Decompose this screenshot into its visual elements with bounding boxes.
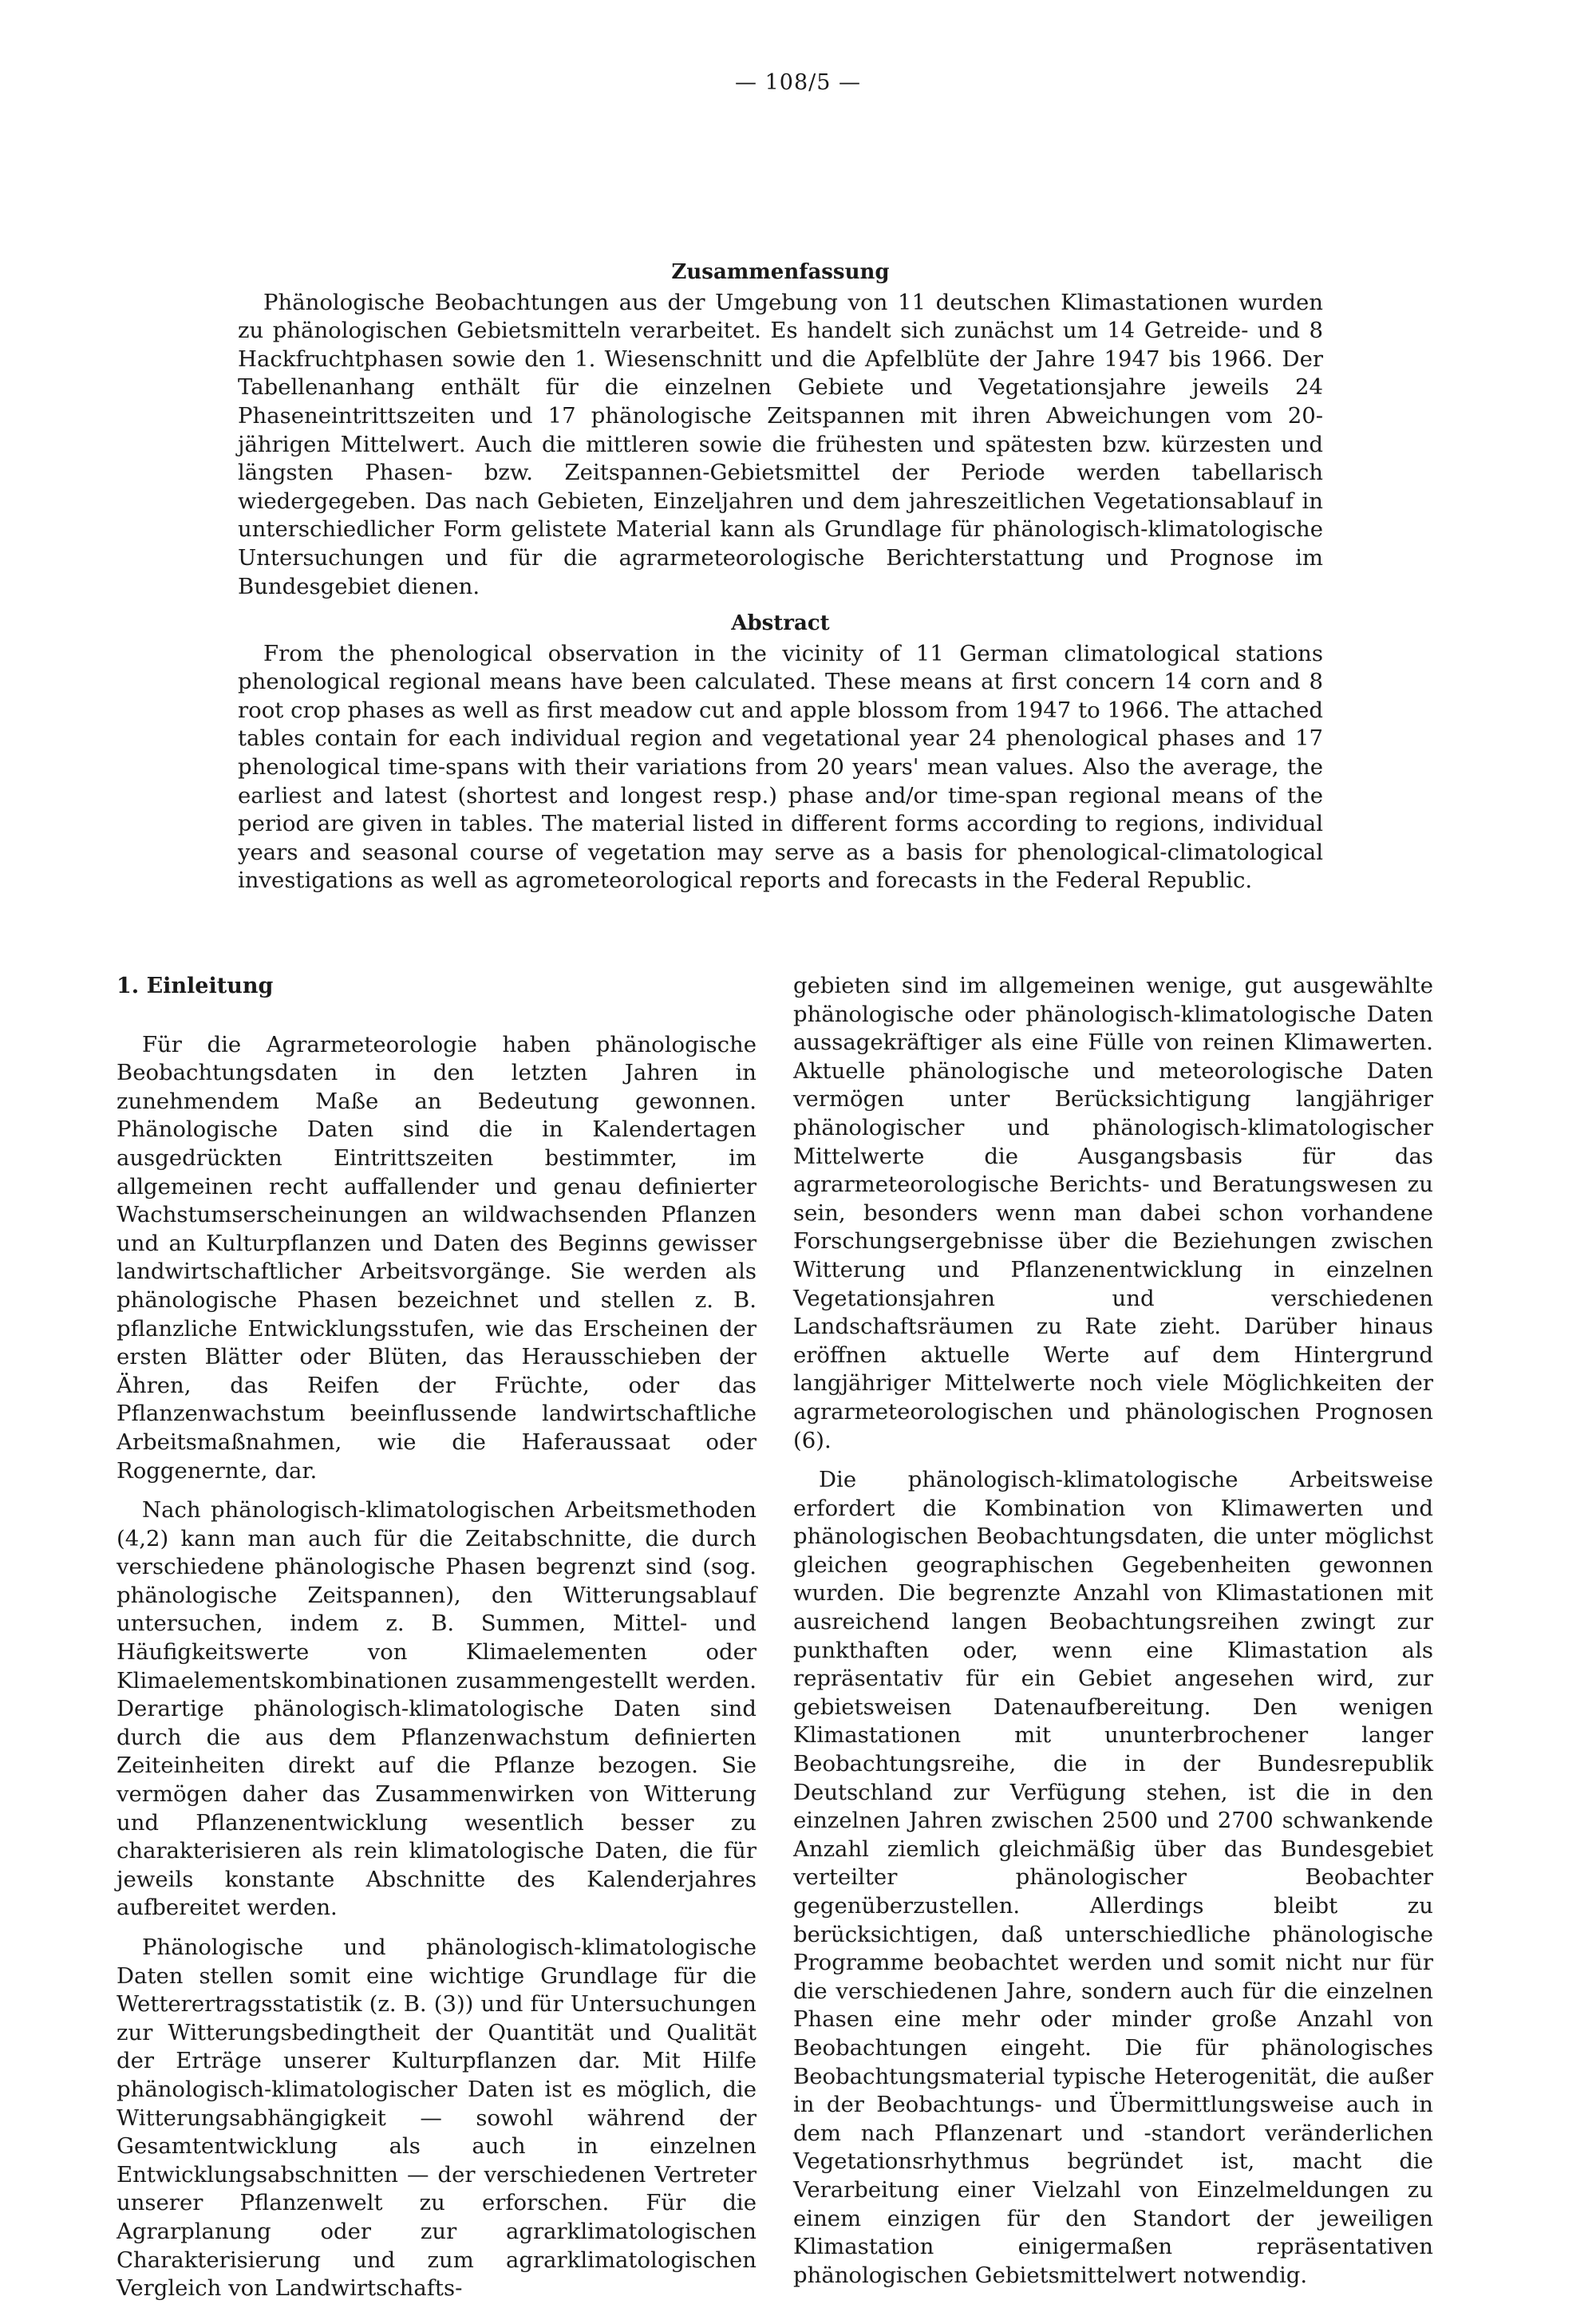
paragraph-4: gebieten sind im allgemeinen wenige, gut ausgewählte phänologische oder phänologisch-klimatologische Daten aussagekräftiger als eine Fülle von reinen Klimawerten. Aktuelle phänologische und meteorologische Daten vermögen unter Berücksichtigung langjähriger phänologischer und phänologisch-klimatologischer Mittelwerte die Ausgangsbasis für das agrarmeteorologische Berichts- und Beratungswesen zu sein, besonders wenn man dabei schon vorhandene Forschungsergebnisse über die Beziehungen zwischen Witterung und Pflanzenentwicklung in einzelnen Vegetationsjahren und verschiedenen Landschaftsräumen zu Rate zieht. Darüber hinaus eröffnen aktuelle Werte auf dem Hintergrund langjähriger Mittelwerte noch viele Möglichkeiten der agrarmeteorologischen und phänologischen Prognosen (6). — [793, 973, 1433, 1453]
paragraph-2: Nach phänologisch-klimatologischen Arbeitsmethoden (4,2) kann man auch für die Zeitabschnitte, die durch verschiedene phänologische Phasen begrenzt sind (sog. phänologische Zeitspannen), den Witterungsablauf untersuchen, indem z. B. Summen, Mittel- und Häufigkeitswerte von Klimaelementen oder Klimaelementskombinationen zusammengestellt werden. Derartige phänologisch-klimatologische Daten sind durch die aus dem Pflanzenwachstum definierten Zeiteinheiten direkt auf die Pflanze bezogen. Sie vermögen daher das Zusammenwirken von Witterung und Pflanzenentwicklung wesentlich besser zu charakterisieren als rein klimatologische Daten, die für jeweils konstante Abschnitte des Kalenderjahres aufbereitet werden. — [117, 1497, 757, 1921]
abstract-text: From the phenological observation in the vicinity of 11 German climatological stations phenological regional means have been calculated. These means at first concern 14 corn and 8 root crop phases as well as first meadow cut and apple blossom from 1947 to 1966. The attached tables contain for each individual region and vegetational year 24 phenological phases and 17 phenological time-spans with their variations from 20 years' mean values. Also the average, the earliest and latest (shortest and longest resp.) phase and/or time-span regional means of the period are given in tables. The material listed in different forms according to regions, individual years and seasonal course of vegetation may serve as a basis for phenological-climatological investigations as well as agrometeorological reports and forecasts in the Federal Republic. — [238, 640, 1323, 894]
paragraph-5: Die phänologisch-klimatologische Arbeitsweise erfordert die Kombination von Klimawerten und phänologischen Beobachtungsdaten, die unter möglichst gleichen geographischen Gegebenheiten gewonnen wurden. Die begrenzte Anzahl von Klimastationen mit ausreichend langen Beobachtungsreihen zwingt zur punkthaften oder, wenn eine Klimastation als repräsentativ für ein Gebiet angesehen wird, zur gebietsweisen Datenaufbereitung. Den wenigen Klimastationen mit ununterbrochener langer Beobachtungsreihe, die in der Bundesrepublik Deutschland zur Verfügung stehen, ist die in den einzelnen Jahren zwischen 2500 und 2700 schwankende Anzahl ziemlich gleichmäßig über das Bundesgebiet verteilter phänologischer Beobachter gegenüberzustellen. Allerdings bleibt zu berücksichtigen, daß unterschiedliche phänologische Programme beobachtet werden und somit nicht nur für die verschiedenen Jahre, sondern auch für die einzelnen Phasen eine mehr oder minder große Anzahl von Beobachtungen eingeht. Die für phänologisches Beobachtungsmaterial typische Heterogenität, die außer in der Beobachtungs- und Übermittlungsweise auch in dem nach Pflanzenart und -standort veränderlichen Vegetationsrhythmus begründet ist, macht die Verarbeitung einer Vielzahl von Einzelmeldungen zu einem einzigen für den Standort der jeweiligen Klimastation einigermaßen repräsentativen phänologischen Gebietsmittelwert notwendig. — [793, 1467, 1433, 2288]
page-number: — 108/5 — — [735, 70, 861, 95]
zusammenfassung-heading: Zusammenfassung — [671, 260, 890, 284]
zusammenfassung-text: Phänologische Beobachtungen aus der Umgebung von 11 deutschen Klimastationen wurden zu phänologischen Gebietsmitteln verarbeitet. Es handelt sich zunächst um 14 Getreide- und 8 Hackfruchtphasen sowie den 1. Wiesenschnitt und die Apfelblüte der Jahre 1947 bis 1966. Der Tabellenanhang enthält für die einzelnen Gebiete und Vegetationsjahre jeweils 24 Phaseneintrittszeiten und 17 phänologische Zeitspannen mit ihren Abweichungen vom 20-jährigen Mittelwert. Auch die mittleren sowie die frühesten und spätesten bzw. kürzesten und längsten Phasen- bzw. Zeitspannen-Gebietsmittel der Periode werden tabellarisch wiedergegeben. Das nach Gebieten, Einzeljahren und dem jahreszeitlichen Vegetationsablauf in unterschiedlicher Form gelistete Material kann als Grundlage für phänologisch-klimatologische Untersuchungen und für die agrarmeteorologische Berichterstattung und Prognose im Bundesgebiet dienen. — [238, 289, 1323, 599]
paragraph-1: Für die Agrarmeteorologie haben phänologische Beobachtungsdaten in den letzten Jahren in zunehmendem Maße an Bedeutung gewonnen. Phänologische Daten sind die in Kalendertagen ausgedrückten Eintrittszeiten bestimmter, im allgemeinen recht auffallender und genau definierter Wachstumserscheinungen an wildwachsenden Pflanzen und an Kulturpflanzen und Daten des Beginns gewisser landwirtschaftlicher Arbeitsvorgänge. Sie werden als phänologische Phasen bezeichnet und stellen z. B. pflanzliche Entwicklungsstufen, wie das Erscheinen der ersten Blätter oder Blüten, das Herausschieben der Ähren, das Reifen der Früchte, oder das Pflanzenwachstum beeinflussende landwirtschaftliche Arbeitsmaßnahmen, wie die Haferaussaat oder Roggenernte, dar. — [117, 1031, 757, 1484]
left-column — [117, 972, 757, 2314]
section-heading: 1. Einleitung — [117, 974, 274, 998]
right-column — [793, 972, 1433, 2301]
zusammenfassung-section — [238, 259, 1323, 601]
paragraph-3: Phänologische und phänologisch-klimatologische Daten stellen somit eine wichtige Grundlage für die Wetterertragsstatistik (z. B. (3)) und für Untersuchungen zur Witterungsbedingtheit der Quantität und Qualität der Erträge unserer Kulturpflanzen dar. Mit Hilfe phänologisch-klimatologischer Daten ist es möglich, die Witterungsabhängigkeit — sowohl während der Gesamtentwicklung als auch in einzelnen Entwicklungsabschnitten — der verschiedenen Vertreter unserer Pflanzenwelt zu erforschen. Für die Agrarplanung oder zur agrarklimatologischen Charakterisierung und zum agrarklimatologischen Vergleich von Landwirtschafts- — [117, 1935, 757, 2302]
abstract-heading: Abstract — [731, 611, 830, 635]
abstract-section — [238, 610, 1323, 895]
